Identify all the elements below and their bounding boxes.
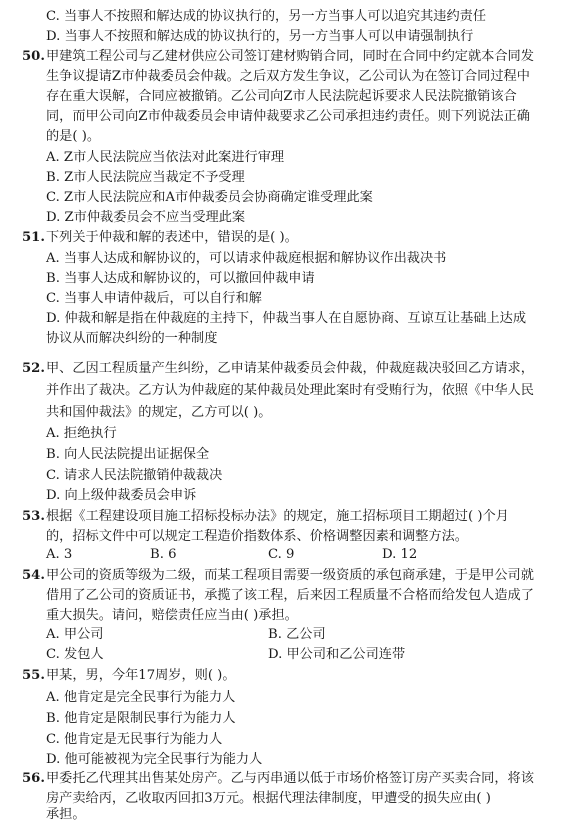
question-50-stem-line: 的是( )。: [46, 129, 101, 144]
question-54-option-b: B. 乙公司: [268, 627, 326, 642]
question-52-stem-line: 共和国仲裁法》的规定，乙方可以( )。: [46, 405, 272, 420]
question-50-option-b: B. Z市人民法院应当裁定不予受理: [46, 170, 245, 185]
question-50-option-c: C. Z市人民法院应和A市仲裁委员会协商确定谁受理此案: [46, 190, 373, 205]
question-52-option-d: D. 向上级仲裁委员会申诉: [46, 488, 197, 503]
question-54-options-row-2: [0, 645, 580, 665]
question-51-option-c: C. 当事人申请仲裁后，可以自行和解: [46, 291, 262, 306]
question-54-options-row-1: [0, 625, 580, 645]
question-52-stem-line: 并作出了裁决。乙方认为仲裁庭的某仲裁员处理此案时有受贿行为，依照《中华人民: [46, 383, 534, 398]
question-55-option-a: A. 他肯定是完全民事行为能力人: [46, 690, 236, 705]
question-50-option-a: A. Z市人民法院应当依法对此案进行审理: [46, 150, 285, 165]
question-50-number: 50.: [22, 49, 45, 64]
question-55-number: 55.: [22, 668, 45, 683]
question-52-stem-line: 甲、乙因工程质量产生纠纷，乙申请某仲裁委员会仲裁，仲裁庭裁决驳回乙方请求，: [46, 361, 534, 376]
question-56-stem-line: 承担。: [46, 807, 86, 822]
question-52-option-a: A. 拒绝执行: [46, 426, 117, 441]
question-52-option-b: B. 向人民法院提出证据保全: [46, 447, 210, 462]
question-54-number: 54.: [22, 568, 45, 583]
question-55-stem-line: 甲某，男，今年17周岁，则( )。: [46, 668, 236, 683]
question-53-option-b: B. 6: [150, 547, 177, 562]
question-51-option-d: D. 仲裁和解是指在仲裁庭的主持下，仲裁当事人在自愿协商、互谅互让基础上达成: [46, 311, 527, 326]
question-52-number: 52.: [22, 361, 45, 376]
question-53-stem-line: 根据《工程建设项目施工招标投标办法》的规定，施工招标项目工期超过( )个月: [46, 509, 509, 524]
question-56-stem-line: 甲委托乙代理其出售某处房产。乙与丙串通以低于市场价格签订房产买卖合同，将该: [46, 771, 534, 786]
question-53-stem-line: 的，招标文件中可以规定工程造价指数体系、价格调整因素和调整方法。: [46, 529, 468, 544]
question-54-option-a: A. 甲公司: [46, 627, 104, 642]
question-54-option-c: C. 发包人: [46, 647, 104, 662]
question-51-number: 51.: [22, 230, 45, 245]
question-54-stem-line: 甲公司的资质等级为二级，而某工程项目需要一级资质的承包商承建，于是甲公司就: [46, 568, 534, 583]
question-53-option-d: D. 12: [382, 547, 418, 562]
question-51-option-d-cont: 协议从而解决纠纷的一种制度: [46, 331, 218, 346]
question-53-option-a: A. 3: [46, 547, 73, 562]
question-55-option-d: D. 他可能被视为完全民事行为能力人: [46, 752, 263, 767]
question-51-stem-line: 下列关于仲裁和解的表述中，错误的是( )。: [46, 230, 298, 245]
question-54-stem-line: 重大损失。请问，赔偿责任应当由( )承担。: [46, 608, 298, 623]
question-52-option-c: C. 请求人民法院撤销仲裁裁决: [46, 468, 223, 483]
question-53-number: 53.: [22, 509, 45, 524]
question-53-option-c: C. 9: [268, 547, 295, 562]
question-50-option-d: D. Z市仲裁委员会不应当受理此案: [46, 210, 246, 225]
question-51-option-b: B. 当事人达成和解协议的，可以撤回仲裁申请: [46, 271, 315, 286]
question-56-number: 56.: [22, 771, 45, 786]
question-50-stem-line: 同，而甲公司向Z市仲裁委员会申请仲裁要求乙公司承担违约责任。则下列说法正确: [46, 109, 530, 124]
question-53-options: [0, 545, 580, 565]
question-54-stem-line: 借用了乙公司的资质证书，承揽了该工程，后来因工程质量不合格而给发包人造成了: [46, 588, 534, 603]
question-50-stem-line: 生争议提请Z市仲裁委员会仲裁。之后双方发生争议，乙公司认为在签订合同过程中: [46, 69, 530, 84]
question-55-option-c: C. 他肯定是无民事行为能力人: [46, 732, 223, 747]
question-50-stem-line: 甲建筑工程公司与乙建材供应公司签订建材购销合同，同时在合同中约定就本合同发: [46, 49, 534, 64]
question-50-stem-line: 存在重大误解，合同应被撤销。乙公司向Z市人民法院起诉要求人民法院撤销该合: [46, 89, 517, 104]
question-51-option-a: A. 当事人达成和解协议的，可以请求仲裁庭根据和解协议作出裁决书: [46, 251, 447, 266]
prev-option-d: D. 当事人不按照和解达成的协议执行的，另一方当事人可以申请强制执行: [46, 29, 474, 44]
question-54-option-d: D. 甲公司和乙公司连带: [268, 647, 406, 662]
question-56-stem-line: 房产卖给丙，乙收取丙回扣3万元。根据代理法律制度，甲遭受的损失应由( ): [46, 791, 491, 806]
prev-option-c: C. 当事人不按照和解达成的协议执行的，另一方当事人可以追究其违约责任: [46, 9, 487, 24]
question-55-option-b: B. 他肯定是限制民事行为能力人: [46, 711, 236, 726]
